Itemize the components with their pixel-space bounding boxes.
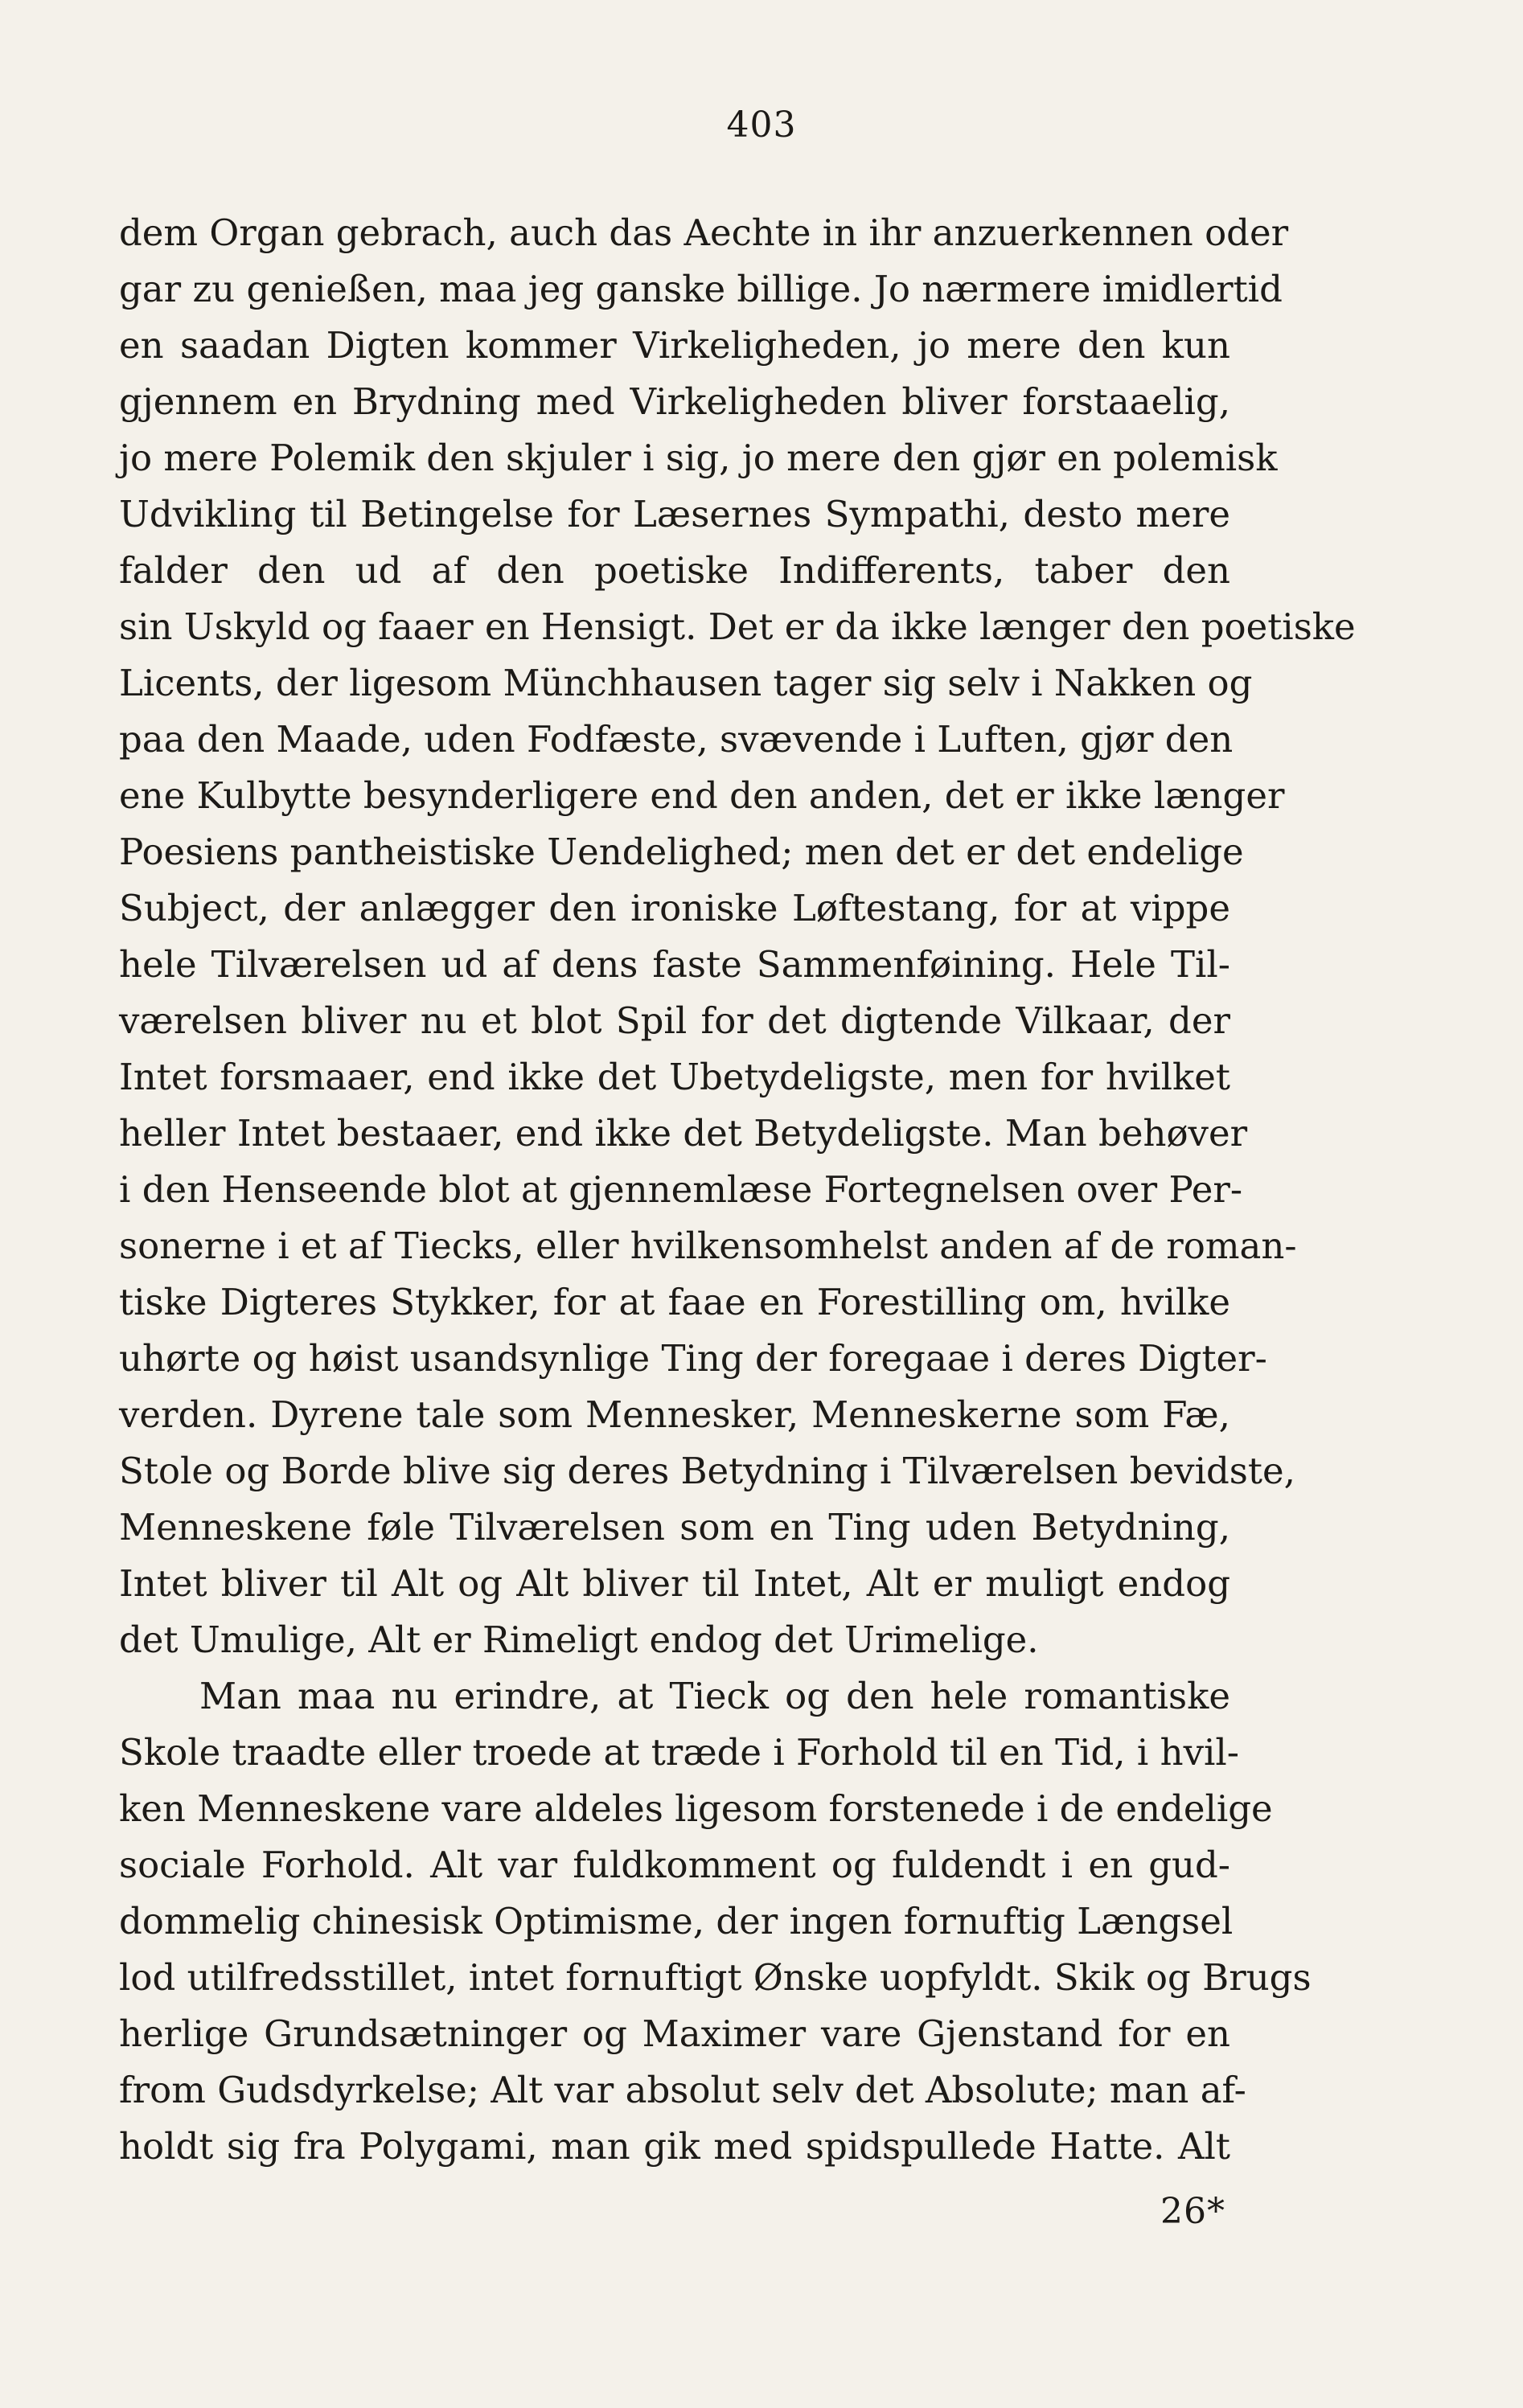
text-line: falder den ud af den poetiske Indifferents, taber den bbox=[119, 549, 1230, 592]
paragraph-2 bbox=[119, 1668, 1312, 2175]
text-line: i den Henseende blot at gjennemlæse Fortegnelsen over Per- bbox=[119, 1168, 1243, 1211]
text-line: uhørte og høist usandsynlige Ting der foregaae i deres Digter- bbox=[119, 1337, 1267, 1380]
text-line: en saadan Digten kommer Virkeligheden, jo mere den kun bbox=[119, 324, 1230, 367]
text-line: Subject, der anlægger den ironiske Løftestang, for at vippe bbox=[119, 887, 1230, 929]
text-line: Licents, der ligesom Münchhausen tager sig selv i Nakken og bbox=[119, 662, 1253, 704]
text-line: hele Tilværelsen ud af dens faste Sammenføining. Hele Til- bbox=[119, 943, 1230, 986]
text-line: sociale Forhold. Alt var fuldkomment og fuldendt i en gud- bbox=[119, 1844, 1230, 1886]
text-line: gjennem en Brydning med Virkeligheden bliver forstaaelig, bbox=[119, 380, 1230, 423]
text-line: jo mere Polemik den skjuler i sig, jo mere den gjør en polemisk bbox=[119, 437, 1278, 479]
text-line: verden. Dyrene tale som Mennesker, Menneskerne som Fæ, bbox=[119, 1393, 1230, 1436]
text-line: ken Menneskene vare aldeles ligesom forstenede i de endelige bbox=[119, 1787, 1273, 1830]
text-line: from Gudsdyrkelse; Alt var absolut selv det Absolute; man af- bbox=[119, 2069, 1246, 2111]
text-line: sonerne i et af Tiecks, eller hvilkensomhelst anden af de roman- bbox=[119, 1225, 1297, 1267]
text-line: paa den Maade, uden Fodfæste, svævende i Luften, gjør den bbox=[119, 718, 1234, 761]
paragraph-1 bbox=[119, 205, 1356, 1668]
text-line: dommelig chinesisk Optimisme, der ingen fornuftig Længsel bbox=[119, 1900, 1234, 1942]
text-line: Stole og Borde blive sig deres Betydning i Tilværelsen bevidste, bbox=[119, 1450, 1295, 1492]
text-line: Skole traadte eller troede at træde i Forhold til en Tid, i hvil- bbox=[119, 1731, 1240, 1774]
text-line: sin Uskyld og faaer en Hensigt. Det er da ikke længer den poetiske bbox=[119, 605, 1356, 648]
text-line: værelsen bliver nu et blot Spil for det digtende Vilkaar, der bbox=[119, 999, 1230, 1042]
text-line: Intet forsmaaer, end ikke det Ubetydeligste, men for hvilket bbox=[119, 1056, 1230, 1098]
text-line: tiske Digteres Stykker, for at faae en Forestilling om, hvilke bbox=[119, 1281, 1230, 1323]
text-line: herlige Grundsætninger og Maximer vare Gjenstand for en bbox=[119, 2012, 1230, 2055]
text-line: det Umulige, Alt er Rimeligt endog det Urimelige. bbox=[119, 1618, 1039, 1661]
text-line: holdt sig fra Polygami, man gik med spidspullede Hatte. Alt bbox=[119, 2125, 1230, 2168]
signature-mark: 26* bbox=[1160, 2191, 1225, 2232]
text-line: dem Organ gebrach, auch das Aechte in ihr anzuerkennen oder bbox=[119, 211, 1289, 254]
text-line: heller Intet bestaaer, end ikke det Betydeligste. Man behøver bbox=[119, 1112, 1248, 1155]
text-line: gar zu genießen, maa jeg ganske billige. Jo nærmere imidlertid bbox=[119, 268, 1283, 310]
text-line: lod utilfredsstillet, intet fornuftigt Ønske uopfyldt. Skik og Brugs bbox=[119, 1956, 1312, 1999]
text-line: Intet bliver til Alt og Alt bliver til Intet, Alt er muligt endog bbox=[119, 1562, 1230, 1605]
text-line: Poesiens pantheistiske Uendelighed; men det er det endelige bbox=[119, 831, 1244, 873]
text-line: Man maa nu erindre, at Tieck og den hele romantiske bbox=[199, 1675, 1230, 1717]
page-number: 403 bbox=[726, 105, 797, 146]
text-line: ene Kulbytte besynderligere end den anden, det er ikke længer bbox=[119, 774, 1285, 817]
text-line: Udvikling til Betingelse for Læsernes Sympathi, desto mere bbox=[119, 493, 1230, 535]
text-line: Menneskene føle Tilværelsen som en Ting uden Betydning, bbox=[119, 1506, 1230, 1549]
body-text bbox=[119, 205, 1356, 2175]
